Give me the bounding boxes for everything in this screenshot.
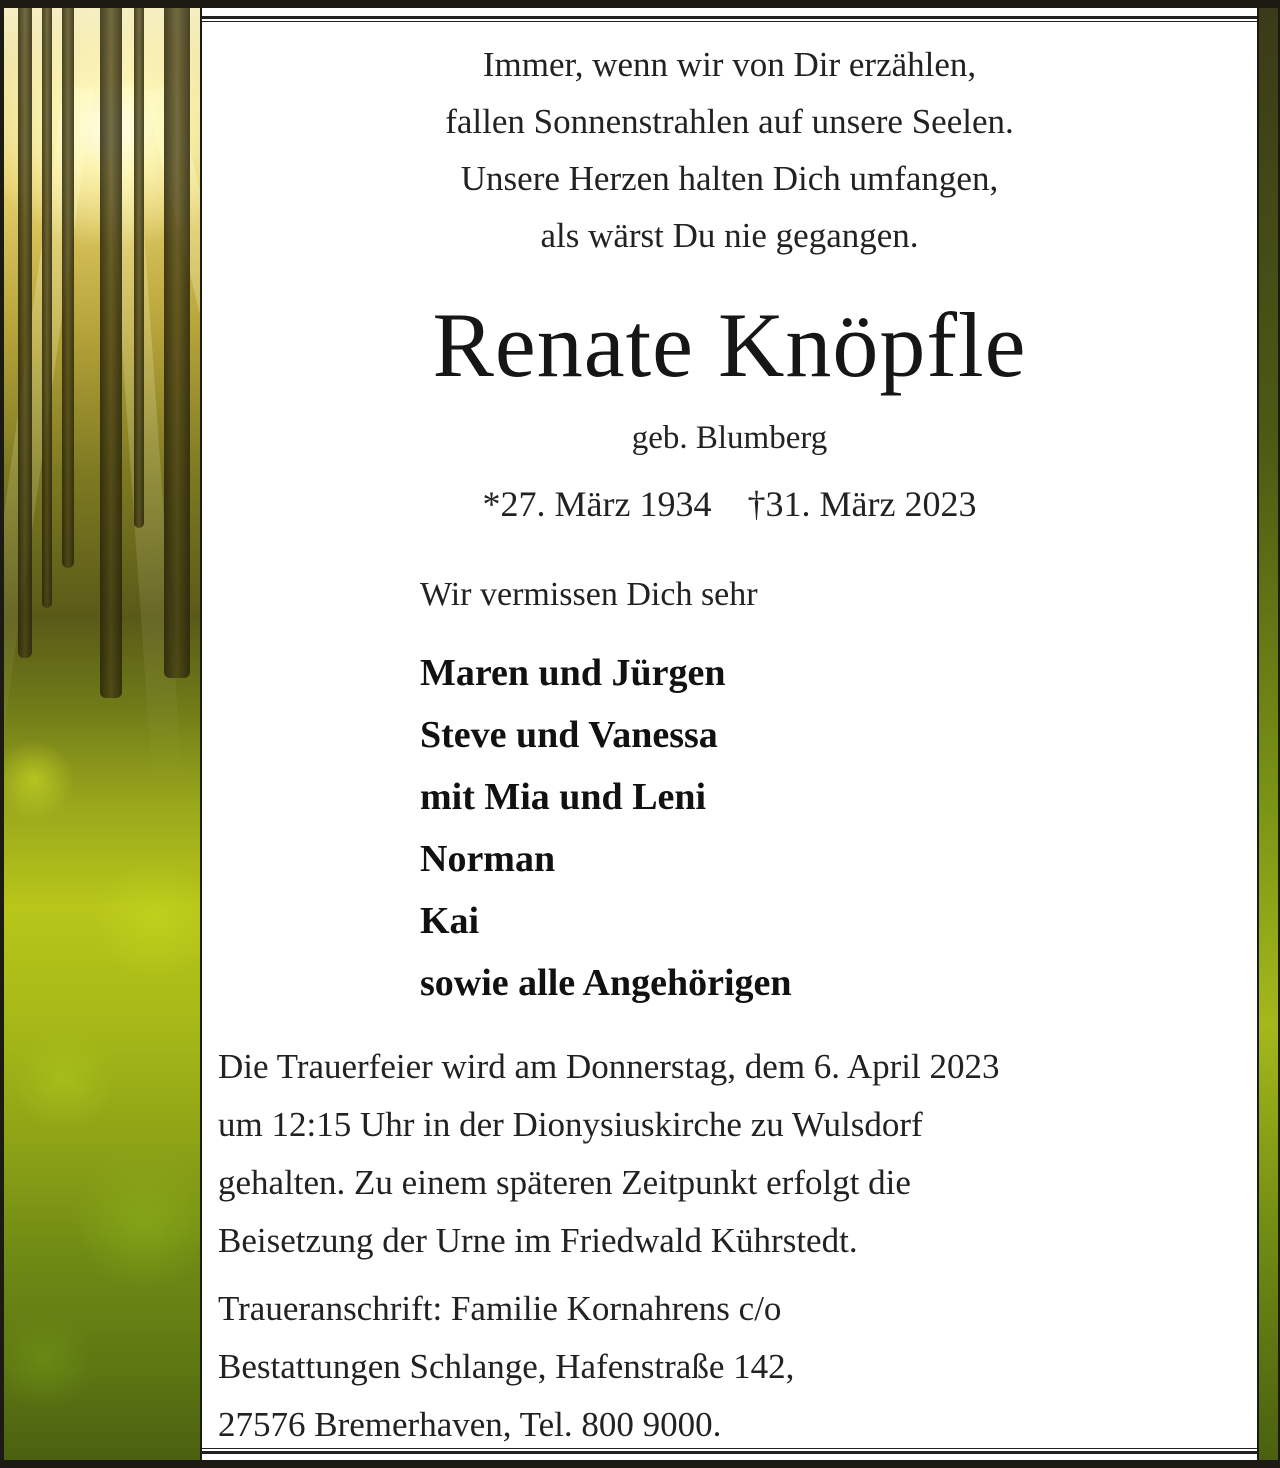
tree-trunk <box>164 8 190 678</box>
mourner-name: mit Mia und Leni <box>420 776 707 818</box>
mourners-list <box>420 642 792 1014</box>
death-date: †31. März 2023 <box>747 484 977 524</box>
service-line: Beisetzung der Urne im Friedwald Kührstedt. <box>218 1221 858 1260</box>
bottom-rule-thin <box>202 1448 1257 1449</box>
mourners-intro: Wir vermissen Dich sehr <box>420 576 758 613</box>
funeral-service-info <box>218 1038 1248 1270</box>
mourner-name: Kai <box>420 900 480 942</box>
mourner-name: sowie alle Angehörigen <box>420 962 792 1004</box>
address-line: Bestattungen Schlange, Hafenstraße 142, <box>218 1347 795 1386</box>
tree-trunk <box>42 8 52 608</box>
mourner-name: Steve und Vanessa <box>420 714 718 756</box>
poem-line: fallen Sonnenstrahlen auf unsere Seelen. <box>445 102 1014 141</box>
address-line: 27576 Bremerhaven, Tel. 800 9000. <box>218 1405 722 1444</box>
mourner-name: Norman <box>420 838 556 880</box>
top-rule-thin <box>202 21 1257 22</box>
forest-strip-right <box>1259 8 1278 1460</box>
maiden-name: geb. Blumberg <box>631 420 828 456</box>
bottom-rule <box>202 1451 1257 1454</box>
poem-line: als wärst Du nie gegangen. <box>540 216 919 255</box>
tree-trunk <box>134 8 144 528</box>
top-rule <box>202 16 1257 19</box>
service-line: Die Trauerfeier wird am Donnerstag, dem 6. April 2023 <box>218 1047 1000 1086</box>
obituary-card <box>202 8 1257 1460</box>
mourner-name: Maren und Jürgen <box>420 652 726 694</box>
service-line: gehalten. Zu einem späteren Zeitpunkt erfolgt die <box>218 1163 911 1202</box>
memorial-poem <box>202 36 1257 264</box>
mourning-address <box>218 1280 794 1454</box>
poem-line: Immer, wenn wir von Dir erzählen, <box>482 45 977 84</box>
address-line: Traueranschrift: Familie Kornahrens c/o <box>218 1289 782 1328</box>
tree-trunk <box>18 8 32 658</box>
moss-ground <box>4 660 200 1460</box>
service-line: um 12:15 Uhr in der Dionysiuskirche zu Wulsdorf <box>218 1105 923 1144</box>
deceased-name: Renate Knöpfle <box>432 294 1027 396</box>
life-dates <box>202 480 1257 528</box>
tree-trunk <box>100 8 122 698</box>
forest-sunlight-image <box>4 8 200 1460</box>
tree-trunk <box>62 8 74 568</box>
poem-line: Unsere Herzen halten Dich umfangen, <box>460 159 999 198</box>
birth-date: *27. März 1934 <box>482 484 712 524</box>
